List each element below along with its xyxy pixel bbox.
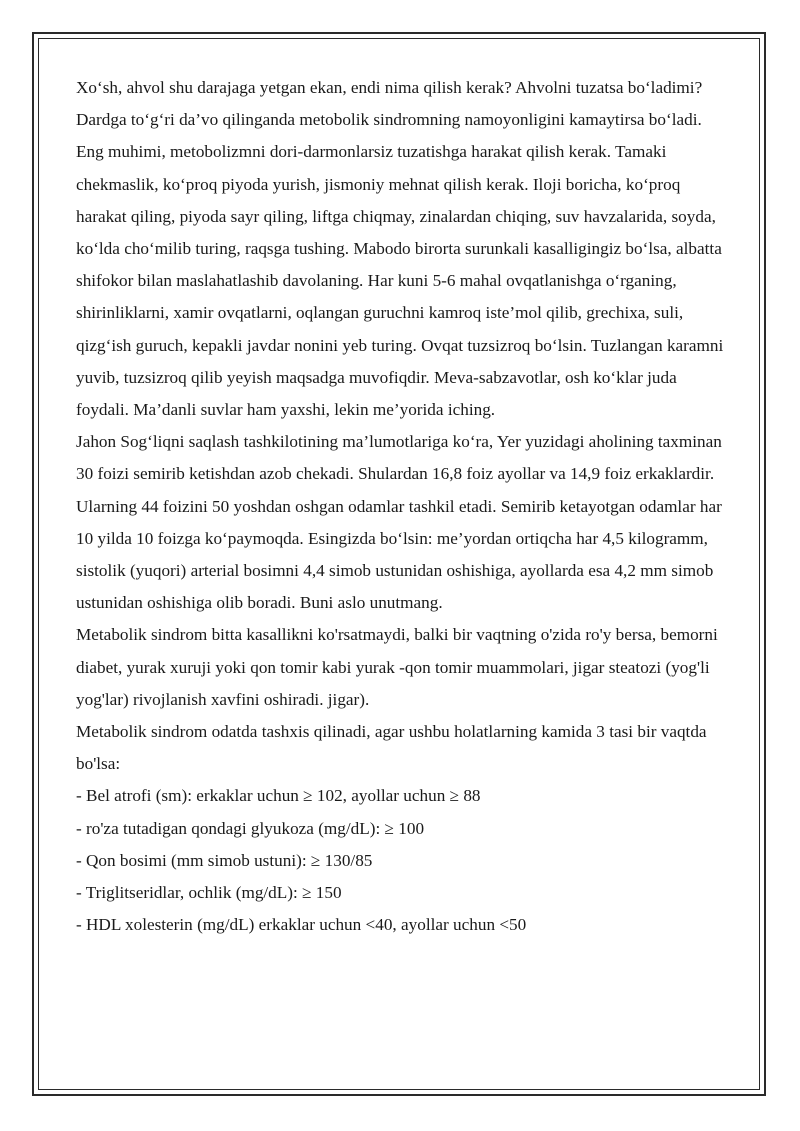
paragraph-treatment-advice: Dardga to‘g‘ri da’vo qilinganda metobolik sindromning namoyonligini kamaytirsa bo‘ladi. Eng muhimi, metobolizmni dori-darmonlarsiz tuzatishga harakat qilish kerak. Tamaki chekmaslik, ko‘proq piyoda yurish, jismoniy mehnat qilish kerak. Iloji boricha, ko‘proq harakat qiling, piyoda sayr qiling, liftga chiqmay, zinalardan chiqing, suv havzalarida, soyda, ko‘lda cho‘milib turing, raqsga tushing. Mabodo birorta surunkali kasalligingiz bo‘lsa, albatta shifokor bilan maslahatlashib davolaning. Har kuni 5-6 mahal ovqatlanishga o‘rganing, shirinliklarni, xamir ovqatlarni, oqlangan guruchni kamroq iste’mol qilib, grechixa, suli, qizg‘ish guruch, kepakli javdar nonini yeb turing. Ovqat tuzsizroq bo‘lsin. Tuzlangan karamni yuvib, tuzsizroq qilib yeyish maqsadga muvofiqdir. Meva-sabzavotlar, osh ko‘klar juda foydali. Ma’danli suvlar ham yaxshi, lekin me’yorida iching. xyxy=(76,110,724,420)
criteria-item-glucose: - ro'za tutadigan qondagi glyukoza (mg/dL): ≥ 100 xyxy=(76,818,425,838)
criteria-item-hdl: - HDL xolesterin (mg/dL) erkaklar uchun <40, ayollar uchun <50 xyxy=(76,915,527,935)
paragraph-metabolic-syndrome-risk: Metabolik sindrom bitta kasallikni ko'rsatmaydi, balki bir vaqtning o'zida ro'y bersa, bemorni diabet, yurak xuruji yoki qon tomir kabi yurak -qon tomir muammolari, jigar steatozi (yog'li yog'lar) rivojlanish xavfini oshiradi. jigar). xyxy=(76,625,718,709)
paragraph-diagnosis-intro: Metabolik sindrom odatda tashxis qilinadi, agar ushbu holatlarning kamida 3 tasi bir vaqtda bo'lsa: xyxy=(76,722,707,774)
criteria-item-triglycerides: - Triglitseridlar, ochlik (mg/dL): ≥ 150 xyxy=(76,883,342,903)
document-body xyxy=(76,72,726,941)
criteria-item-blood-pressure: - Qon bosimi (mm simob ustuni): ≥ 130/85 xyxy=(76,850,373,870)
paragraph-who-statistics: Jahon Sog‘liqni saqlash tashkilotining ma’lumotlariga ko‘ra, Yer yuzidagi aholining taxminan 30 foizi semirib ketishdan azob chekadi. Shulardan 16,8 foiz ayollar va 14,9 foiz erkaklardir. Ularning 44 foizini 50 yoshdan oshgan odamlar tashkil etadi. Semirib ketayotgan odamlar har 10 yilda 10 foizga ko‘paymoqda. Esingizda bo‘lsin: me’yordan ortiqcha har 4,5 kilogramm, sistolik (yuqori) arterial bosimni 4,4 simob ustunidan oshishiga, ayollarda esa 4,2 mm simob ustunidan oshishiga olib boradi. Buni aslo unutmang. xyxy=(76,432,722,613)
paragraph-question: Xo‘sh, ahvol shu darajaga yetgan ekan, endi nima qilish kerak? Ahvolni tuzatsa bo‘ladimi? xyxy=(76,78,703,97)
criteria-item-waist: - Bel atrofi (sm): erkaklar uchun ≥ 102, ayollar uchun ≥ 88 xyxy=(76,786,481,806)
